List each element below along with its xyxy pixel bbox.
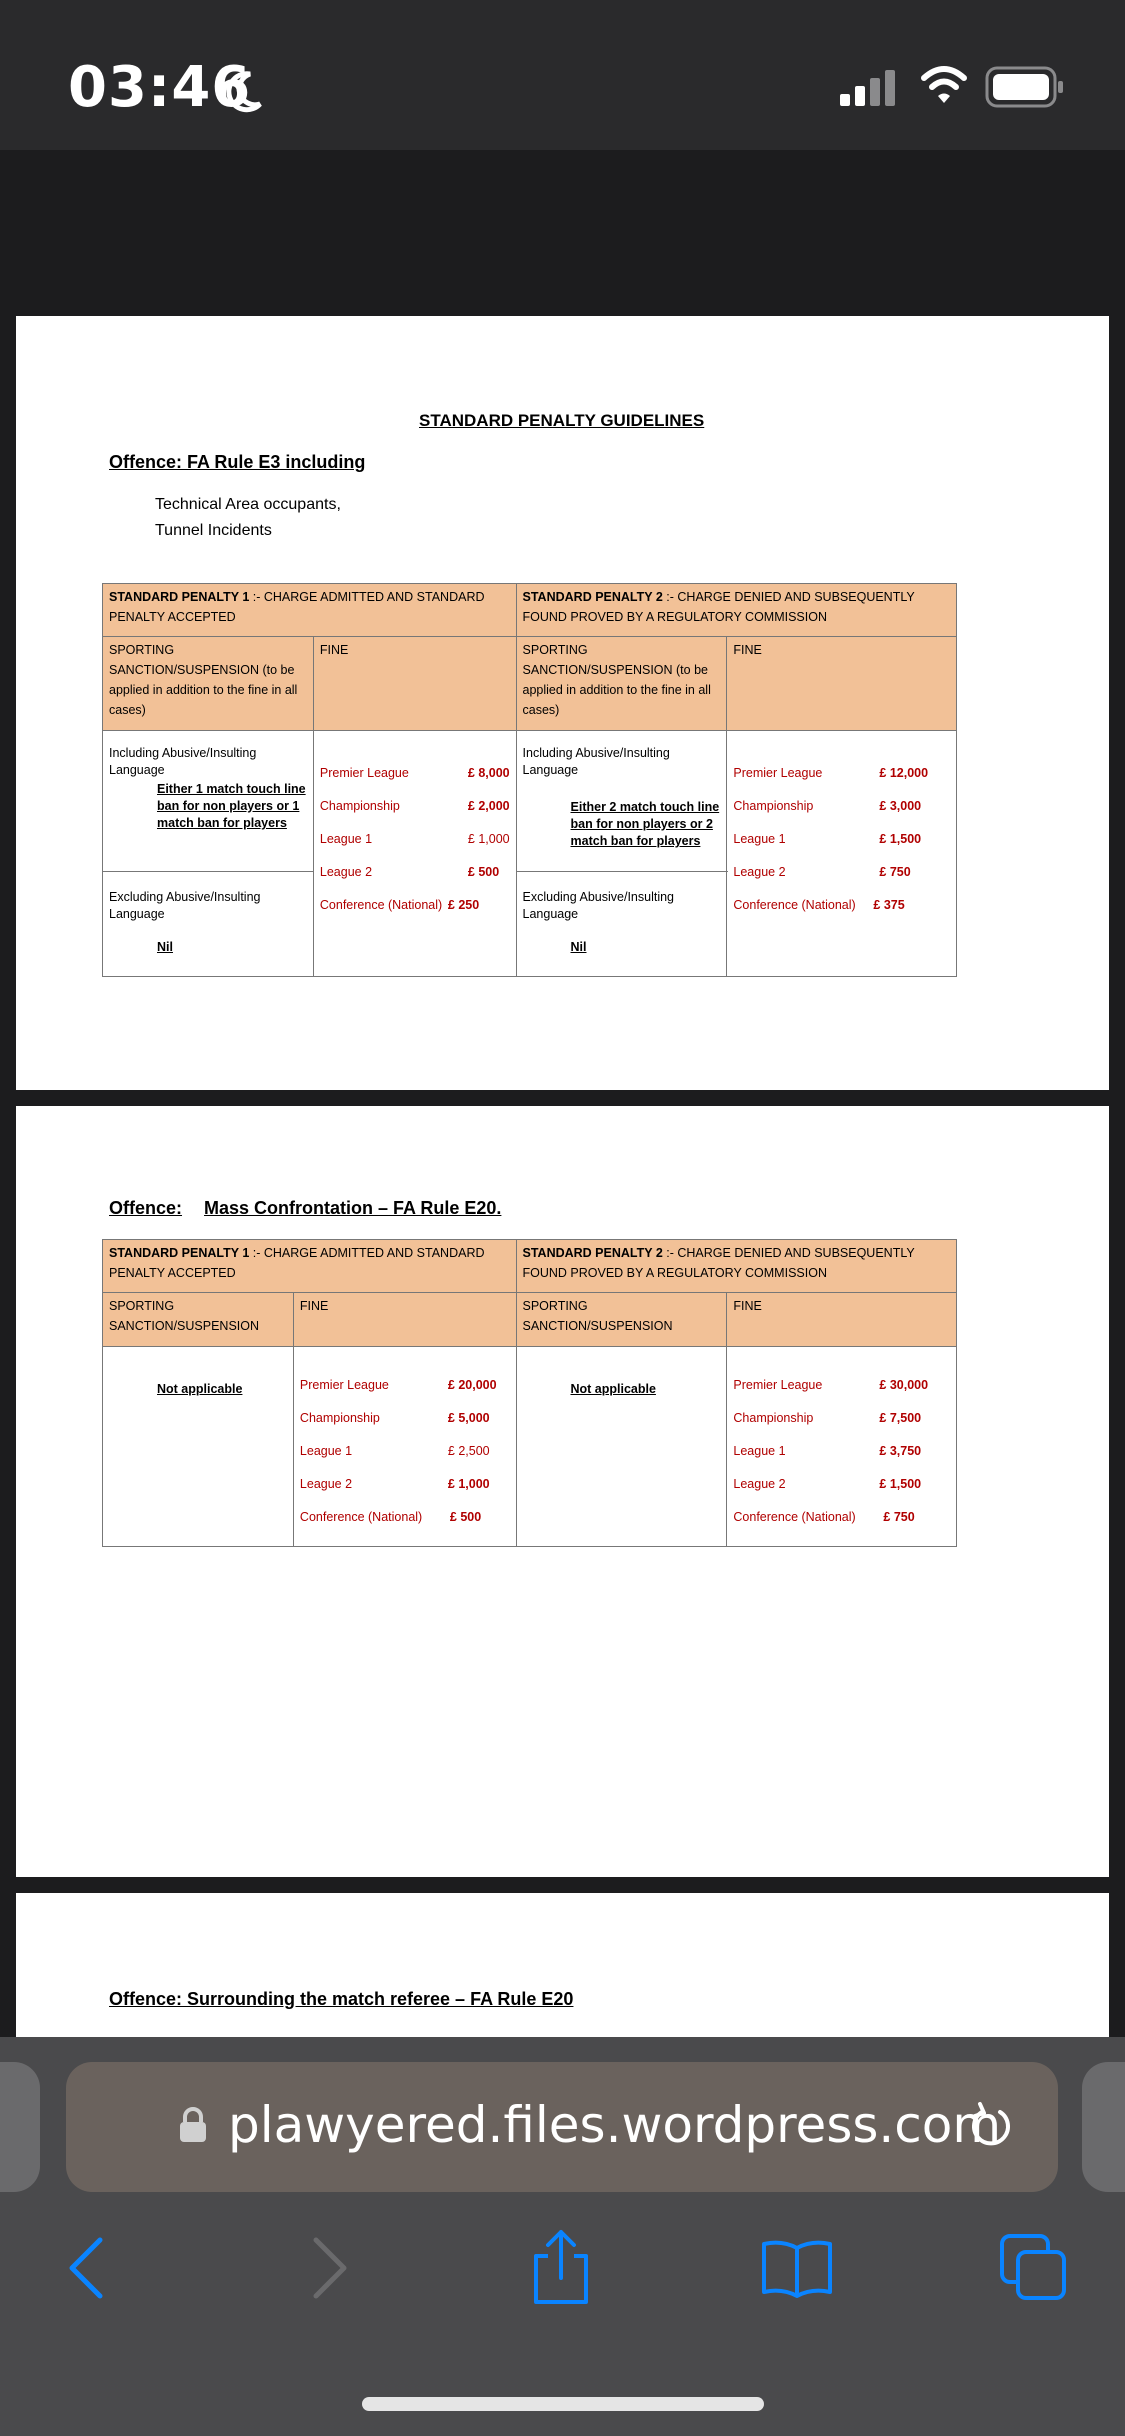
fine-amount: £ 750 <box>879 865 911 879</box>
sp1-header: STANDARD PENALTY 1 :- CHARGE ADMITTED AND STANDARD PENALTY ACCEPTED <box>103 584 517 637</box>
subitem-technical-area: Technical Area occupants, <box>155 496 341 513</box>
sp1-fine-header-2: FINE <box>293 1293 516 1347</box>
fine-league: Premier League <box>319 766 409 780</box>
fine-amount: £ 500 <box>449 1510 482 1524</box>
fine-amount: £ 1,000 <box>447 1477 490 1491</box>
fine-amount: £ 3,750 <box>879 1444 922 1458</box>
fine-league: Premier League <box>733 766 823 780</box>
fine-amount: £ 750 <box>883 1510 915 1524</box>
subitem-tunnel-incidents: Tunnel Incidents <box>155 522 272 539</box>
offence-heading: Offence: FA Rule E3 including <box>109 452 366 472</box>
sp2-fines-cell-2 <box>727 1347 957 1547</box>
offence-heading-2: Offence: Mass Confrontation – FA Rule E20. <box>109 1198 502 1218</box>
fine-league: Premier League <box>733 1378 823 1392</box>
penalty-table-2 <box>102 1239 957 1547</box>
sp1-including: Including Abusive/Insulting Language <box>109 746 257 777</box>
fine-league: League 2 <box>319 865 373 879</box>
fine-league: Championship <box>733 1411 814 1425</box>
fine-amount: £ 1,500 <box>879 1477 922 1491</box>
fine-amount: £ 7,500 <box>879 1411 922 1425</box>
sp2-nil: Nil <box>570 940 587 954</box>
clock: 03:46 <box>68 55 252 120</box>
fine-amount: £ 12,000 <box>879 766 929 780</box>
battery-icon <box>985 66 1065 110</box>
fine-amount: £ 1,000 <box>467 832 510 846</box>
sp2-not-applicable: Not applicable <box>570 1382 656 1396</box>
url-text[interactable]: plawyered.files.wordpress.com <box>228 2096 1002 2154</box>
sp1-sporting-header: SPORTING SANCTION/SUSPENSION (to be applied in addition to the fine in all cases) <box>103 637 314 731</box>
bookmarks-icon[interactable] <box>760 2238 834 2298</box>
offence-subitems <box>155 492 341 544</box>
fine-league: League 1 <box>733 832 786 846</box>
document-title: STANDARD PENALTY GUIDELINES <box>419 411 705 430</box>
fine-league: League 1 <box>319 832 373 846</box>
fine-amount: £ 8,000 <box>467 766 510 780</box>
fine-amount: £ 375 <box>873 898 905 912</box>
sp2-sporting-header-2: SPORTING SANCTION/SUSPENSION <box>516 1293 727 1347</box>
sp2-sanction-cell-2 <box>516 1347 727 1547</box>
forward-icon[interactable] <box>310 2236 350 2300</box>
fine-amount: £ 20,000 <box>447 1378 497 1392</box>
cellular-signal-icon <box>838 68 902 108</box>
fine-amount: £ 250 <box>447 898 480 912</box>
sp2-divider <box>517 871 728 872</box>
sp1-fines-cell <box>313 731 516 977</box>
fine-league: Championship <box>733 799 814 813</box>
fine-league: League 2 <box>733 865 786 879</box>
back-icon[interactable] <box>66 2236 106 2300</box>
fine-league: Championship <box>319 799 400 813</box>
previous-tab-card[interactable] <box>0 2062 40 2192</box>
share-icon[interactable] <box>528 2228 594 2306</box>
offence-heading-3: Offence: Surrounding the match referee – FA Rule E20 <box>109 1989 574 2009</box>
fine-amount: £ 30,000 <box>879 1378 929 1392</box>
fine-amount: £ 1,500 <box>879 832 922 846</box>
fine-amount: £ 2,500 <box>447 1444 490 1458</box>
fine-league: Conference (National) <box>733 1510 856 1524</box>
fine-league: League 1 <box>733 1444 786 1458</box>
fine-amount: £ 3,000 <box>879 799 922 813</box>
fine-amount: £ 500 <box>467 865 500 879</box>
sp1-sanction-cell <box>103 731 314 977</box>
sp2-fine-header: FINE <box>727 637 957 731</box>
fine-league: Conference (National) <box>299 1510 423 1524</box>
focus-moon-icon <box>224 70 264 114</box>
status-bar <box>0 0 1125 150</box>
fine-league: League 2 <box>733 1477 786 1491</box>
document-page-1 <box>16 316 1109 1090</box>
sp2-header: STANDARD PENALTY 2 :- CHARGE DENIED AND SUBSEQUENTLY FOUND PROVED BY A REGULATORY COMMISSION <box>516 584 956 637</box>
document-page-2 <box>16 1106 1109 1877</box>
fine-amount: £ 5,000 <box>447 1411 490 1425</box>
fine-league: League 2 <box>299 1477 353 1491</box>
sp2-header-2: STANDARD PENALTY 2 :- CHARGE DENIED AND SUBSEQUENTLY FOUND PROVED BY A REGULATORY COMMISSION <box>516 1240 957 1293</box>
fine-amount: £ 2,000 <box>467 799 510 813</box>
wifi-icon <box>920 64 968 106</box>
sp2-ban: Either 2 match touch line ban for non players or 2 match ban for players <box>570 800 720 848</box>
sp2-fines-cell <box>727 731 957 977</box>
sp1-header-2: STANDARD PENALTY 1 :- CHARGE ADMITTED AND STANDARD PENALTY ACCEPTED <box>103 1240 517 1293</box>
next-tab-card[interactable] <box>1082 2062 1125 2192</box>
sp2-including: Including Abusive/Insulting Language <box>522 746 670 777</box>
tabs-icon[interactable] <box>998 2232 1070 2302</box>
document-page-3 <box>16 1893 1109 2037</box>
sp1-fine-header: FINE <box>313 637 516 731</box>
lock-icon <box>178 2106 208 2144</box>
fine-league: Championship <box>299 1411 380 1425</box>
sp1-sporting-header-2: SPORTING SANCTION/SUSPENSION <box>103 1293 294 1347</box>
fine-league: Conference (National) <box>733 898 856 912</box>
sp1-fines-cell-2 <box>293 1347 516 1547</box>
sp1-excluding: Excluding Abusive/Insulting Language <box>109 890 261 921</box>
sp1-sanction-cell-2 <box>103 1347 294 1547</box>
sp1-nil: Nil <box>157 940 173 954</box>
fine-league: Premier League <box>299 1378 389 1392</box>
reload-icon[interactable] <box>966 2098 1016 2154</box>
sp2-excluding: Excluding Abusive/Insulting Language <box>522 890 674 921</box>
sp1-divider <box>103 871 314 872</box>
home-indicator <box>362 2397 764 2411</box>
fine-league: League 1 <box>299 1444 353 1458</box>
sp2-fine-header-2: FINE <box>727 1293 957 1347</box>
sp1-ban: Either 1 match touch line ban for non players or 1 match ban for players <box>157 782 306 830</box>
sp2-sanction-cell <box>516 731 727 977</box>
penalty-table <box>102 583 957 977</box>
fine-league: Conference (National) <box>319 898 443 912</box>
sp2-sporting-header: SPORTING SANCTION/SUSPENSION (to be applied in addition to the fine in all cases) <box>516 637 727 731</box>
sp1-not-applicable: Not applicable <box>157 1382 243 1396</box>
